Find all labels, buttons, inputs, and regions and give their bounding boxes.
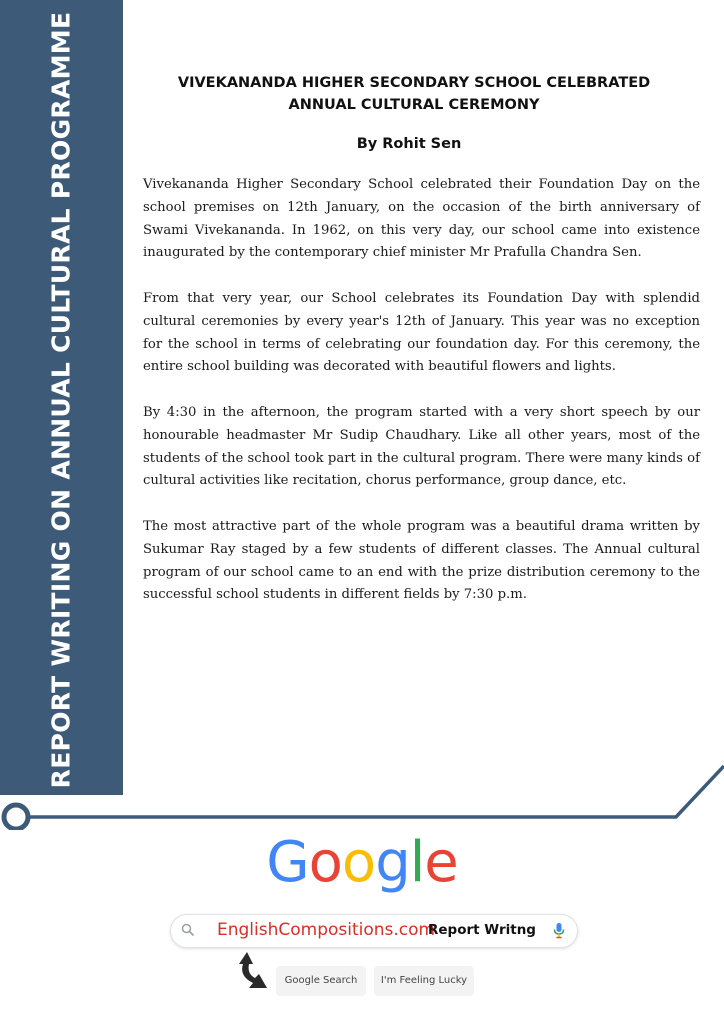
- search-icon: [181, 923, 195, 937]
- paragraph: Vivekananda Higher Secondary School celebrated their Foundation Day on the school premises on 12th January, on the occasion of the birth anniversary of Swami Vivekananda. In 1962, on this very day, our school came into existence inaugurated by the contemporary chief minister Mr Prafulla Chandra Sen.: [143, 177, 700, 261]
- paragraph: From that very year, our School celebrates its Foundation Day with splendid cultural ceremonies by every year's 12th of January. This year was no exception for the school in terms of celebrating our foundation day. For this ceremony, the entire school building was decorated with beautiful flowers and lights.: [143, 290, 700, 375]
- sidebar-title: REPORT WRITING ON ANNUAL CULTURAL PROGRAMME: [46, 11, 76, 789]
- microphone-icon[interactable]: [553, 922, 565, 940]
- search-site-text: EnglishCompositions.com: [217, 920, 436, 940]
- search-query-text: Report Writng: [428, 922, 536, 938]
- google-logo: [0, 828, 724, 898]
- paragraph: The most attractive part of the whole program was a beautiful drama written by Sukumar Ray staged by a few students of different classes. The Annual cultural program of our school came to an end with the prize distribution ceremony to the successful school students in different fields by 7:30 p.m.: [143, 518, 700, 603]
- logo-letter: o: [308, 830, 342, 895]
- logo-letter: l: [409, 830, 425, 895]
- decorative-divider: [0, 760, 724, 830]
- google-search-button[interactable]: Google Search: [276, 966, 366, 996]
- article-byline: By Rohit Sen: [356, 136, 462, 152]
- logo-letter: o: [341, 830, 376, 895]
- logo-letter: G: [266, 830, 309, 895]
- feeling-lucky-button[interactable]: I'm Feeling Lucky: [374, 966, 474, 996]
- logo-letter: e: [424, 830, 458, 895]
- sidebar-banner: [0, 0, 123, 795]
- logo-letter: g: [375, 830, 410, 895]
- article-title-line-2: ANNUAL CULTURAL CEREMONY: [288, 97, 540, 113]
- divider-ring: [4, 805, 28, 829]
- article-title-line-1: VIVEKANANDA HIGHER SECONDARY SCHOOL CELEBRATED: [177, 75, 651, 91]
- search-input[interactable]: [170, 914, 578, 948]
- article-title: [150, 72, 678, 116]
- article-body: [143, 174, 700, 630]
- pointer-arrow-icon: [233, 950, 269, 992]
- paragraph: By 4:30 in the afternoon, the program started with a very short speech by our honourable headmaster Mr Sudip Chaudhary. Like all other years, most of the students of the school took part in the cultural program. There were many kinds of cultural activities like recitation, chorus performance, group dance, etc.: [143, 404, 700, 489]
- divider-line: [16, 766, 724, 817]
